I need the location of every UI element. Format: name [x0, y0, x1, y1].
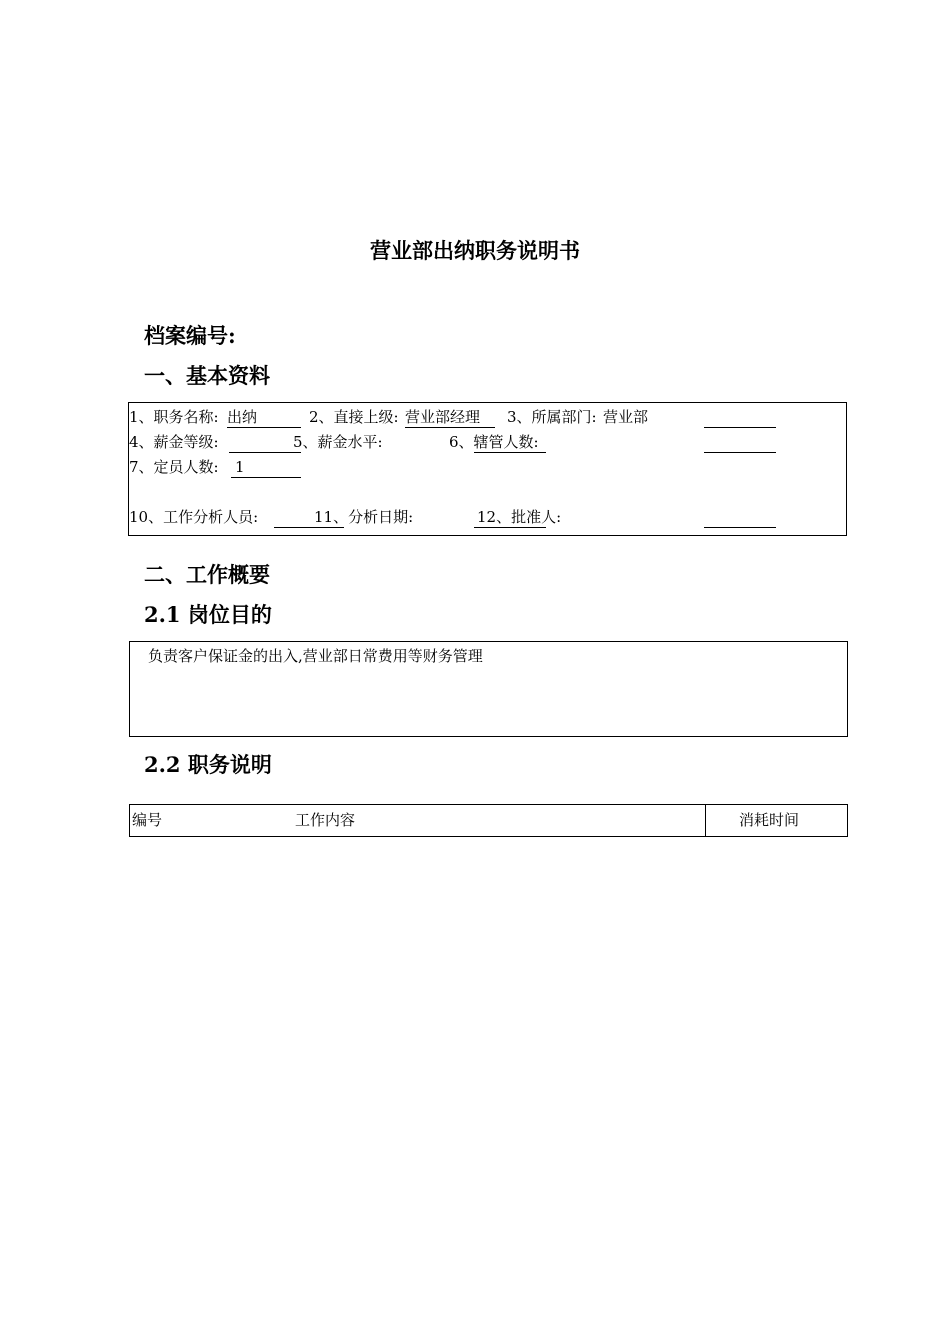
duty-table-header-number: 编号: [132, 811, 163, 829]
duty-table-divider: [705, 805, 706, 836]
supervisor-underline: [405, 427, 495, 428]
analysis-date-label: 11、分析日期:: [314, 508, 414, 526]
file-number-label: 档案编号:: [144, 323, 236, 348]
duty-table-header-content: 工作内容: [295, 811, 356, 829]
headcount-value: 1: [235, 458, 245, 476]
approver-underline: [474, 527, 546, 528]
salary-grade-label: 4、薪金等级:: [129, 433, 219, 451]
department-value: 营业部: [603, 408, 649, 426]
purpose-box: [129, 641, 848, 737]
headcount-label: 7、定员人数:: [129, 458, 219, 476]
headcount-underline: [231, 477, 301, 478]
section2-2-heading: 2.2 职务说明: [144, 752, 272, 777]
duty-table-header-time: 消耗时间: [739, 811, 800, 829]
approver-label: 12、批准人:: [477, 508, 562, 526]
supervisor-value: 营业部经理: [405, 408, 481, 426]
document-title: 营业部出纳职务说明书: [370, 238, 580, 263]
purpose-text: 负责客户保证金的出入,营业部日常费用等财务管理: [148, 647, 483, 665]
analyst-label: 10、工作分析人员:: [129, 508, 259, 526]
section1-heading: 一、基本资料: [144, 363, 270, 388]
job-title-value: 出纳: [227, 408, 258, 426]
supervisor-label: 2、直接上级:: [309, 408, 399, 426]
job-title-label: 1、职务名称:: [129, 408, 219, 426]
basic-info-box: [128, 402, 847, 536]
managed-count-label: 6、辖管人数:: [449, 433, 539, 451]
right-underline-row4: [704, 527, 776, 528]
section2-1-heading: 2.1 岗位目的: [144, 602, 272, 627]
duty-table: [129, 804, 848, 837]
salary-grade-underline: [229, 452, 301, 453]
managed-count-underline: [474, 452, 546, 453]
salary-level-label: 5、薪金水平:: [293, 433, 383, 451]
section2-heading: 二、工作概要: [144, 562, 270, 587]
right-underline-row2: [704, 452, 776, 453]
department-label: 3、所属部门:: [507, 408, 597, 426]
department-underline: [704, 427, 776, 428]
analyst-underline: [274, 527, 344, 528]
job-title-underline: [227, 427, 301, 428]
